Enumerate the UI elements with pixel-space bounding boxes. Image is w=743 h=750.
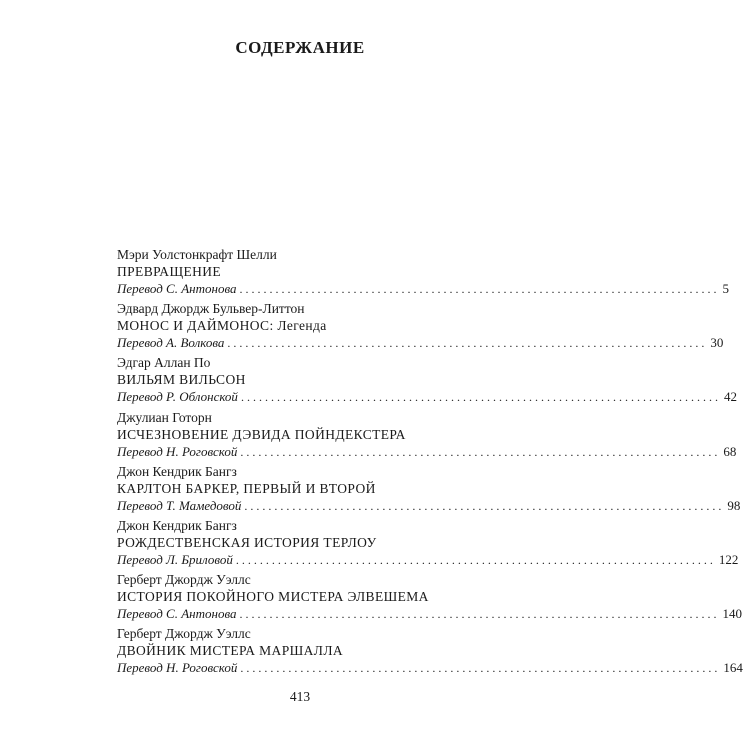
entry-translator: Перевод Н. Роговской: [117, 443, 238, 459]
entry-translator-row: [117, 497, 741, 515]
table-of-contents: [117, 246, 743, 680]
entry-title: ИСЧЕЗНОВЕНИЕ ДЭВИДА ПОЙНДЕКСТЕРА: [117, 426, 406, 442]
entry-author: Джулиан Готорн: [117, 409, 212, 425]
toc-entry: [117, 571, 743, 625]
entry-title: МОНОС И ДАЙМОНОС: Легенда: [117, 318, 327, 334]
entry-page-number: 164: [723, 660, 743, 676]
dot-leader: ................................................................................: [239, 607, 720, 622]
entry-page-number: 42: [723, 389, 737, 405]
dot-leader: ................................................................................: [240, 390, 721, 405]
entry-title: ДВОЙНИК МИСТЕРА МАРШАЛЛА: [117, 643, 344, 659]
dot-leader: ................................................................................: [227, 336, 708, 351]
entry-translator: Перевод С. Антонова: [117, 281, 237, 296]
entry-translator: Перевод Л. Бриловой: [117, 551, 233, 567]
entry-translator-row: [117, 334, 724, 352]
entry-translator-row: [117, 280, 730, 298]
entry-page-number: 30: [710, 335, 724, 351]
dot-leader: ................................................................................: [240, 661, 721, 676]
entry-author: Эдгар Аллан По: [117, 355, 211, 371]
entry-translator-row: [117, 659, 743, 677]
page-heading: СОДЕРЖАНИЕ: [235, 38, 365, 57]
entry-translator: Перевод Р. Облонской: [117, 389, 238, 405]
page-number: 413: [289, 689, 311, 704]
dot-leader: ................................................................................: [240, 444, 721, 459]
toc-entry: [117, 463, 741, 517]
toc-entry: [117, 517, 739, 571]
entry-translator: Перевод С. Антонова: [117, 606, 237, 622]
dot-leader: ................................................................................: [244, 498, 725, 513]
entry-translator: Перевод А. Волкова: [117, 335, 225, 351]
toc-entry: [117, 300, 724, 354]
entry-author: Джон Кендрик Бангз: [117, 517, 237, 533]
entry-title: РОЖДЕСТВЕНСКАЯ ИСТОРИЯ ТЕРЛОУ: [117, 534, 377, 550]
entry-page-number: 122: [718, 551, 739, 567]
entry-translator: Перевод Т. Мамедовой: [117, 497, 242, 513]
toc-entry: [117, 246, 730, 300]
entry-title: ИСТОРИЯ ПОКОЙНОГО МИСТЕРА ЭЛВЕШЕМА: [117, 589, 429, 605]
entry-page-number: 5: [722, 281, 730, 296]
entry-translator-row: [117, 443, 737, 461]
entry-author: Мэри Уолстонкрафт Шелли: [117, 247, 277, 262]
entry-author: Эдвард Джордж Бульвер-Литтон: [117, 301, 305, 317]
entry-page-number: 140: [722, 606, 743, 622]
toc-entry: [117, 409, 737, 463]
entry-translator: Перевод Н. Роговской: [117, 660, 238, 676]
entry-author: Джон Кендрик Бангз: [117, 463, 237, 479]
dot-leader: ................................................................................: [239, 282, 720, 296]
entry-title: ВИЛЬЯМ ВИЛЬСОН: [117, 372, 246, 388]
entry-translator-row: [117, 605, 743, 623]
dot-leader: ................................................................................: [235, 552, 716, 567]
entry-translator-row: [117, 551, 739, 569]
entry-page-number: 68: [723, 443, 737, 459]
entry-translator-row: [117, 388, 737, 406]
entry-page-number: 98: [727, 497, 741, 513]
toc-entry: [117, 625, 743, 679]
entry-author: Герберт Джордж Уэллс: [117, 626, 251, 642]
entry-author: Герберт Джордж Уэллс: [117, 572, 251, 588]
entry-title: КАРЛТОН БАРКЕР, ПЕРВЫЙ И ВТОРОЙ: [117, 480, 376, 496]
entry-title: ПРЕВРАЩЕНИЕ: [117, 264, 222, 279]
toc-entry: [117, 354, 737, 408]
